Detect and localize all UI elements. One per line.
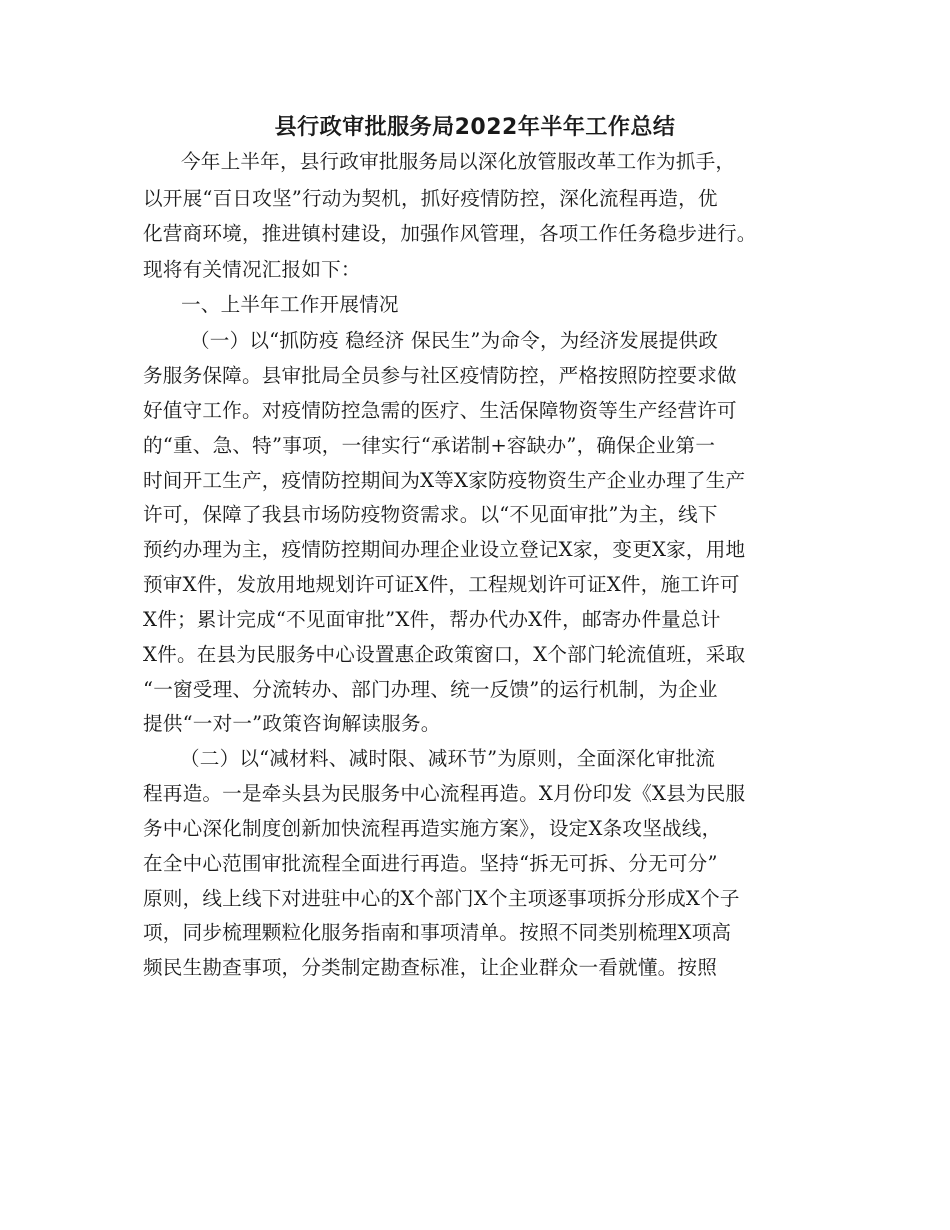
section-heading: 一、上半年工作开展情况 bbox=[181, 293, 399, 316]
paragraph-line: 化营商环境，推进镇村建设，加强作风管理，各项工作任务稳步进行。 bbox=[143, 222, 757, 245]
paragraph-line: 现将有关情况汇报如下： bbox=[143, 258, 361, 281]
paragraph-line: X件；累计完成“不见面审批”X件，帮办代办X件，邮寄办件量总计 bbox=[143, 608, 721, 631]
paragraph-line: 原则，线上线下对进驻中心的X个部门X个主项逐事项拆分形成X个子 bbox=[143, 887, 740, 910]
paragraph-line: 时间开工生产，疫情防控期间为X等X家防疫物资生产企业办理了生产 bbox=[143, 469, 746, 492]
paragraph-line: X件。在县为民服务中心设置惠企政策窗口，X个部门轮流值班，采取 bbox=[143, 643, 746, 666]
paragraph-line: （二）以“减材料、减时限、减环节”为原则，全面深化审批流 bbox=[180, 747, 716, 770]
paragraph-line: 务服务保障。县审批局全员参与社区疫情防控，严格按照防控要求做 bbox=[143, 364, 737, 387]
paragraph-line: 务中心深化制度创新加快流程再造实施方案》，设定X条攻坚战线， bbox=[143, 817, 722, 840]
paragraph-line: 预约办理为主，疫情防控期间办理企业设立登记X家，变更X家，用地 bbox=[143, 538, 746, 561]
paragraph-line: 好值守工作。对疫情防控急需的医疗、生活保障物资等生产经营许可 bbox=[143, 399, 737, 422]
paragraph-line: （一）以“抓防疫 稳经济 保民生”为命令，为经济发展提供政 bbox=[190, 329, 719, 352]
paragraph-line: “一窗受理、分流转办、部门办理、统一反馈”的运行机制，为企业 bbox=[143, 678, 718, 701]
document-title: 县行政审批服务局2022年半年工作总结 bbox=[274, 115, 676, 140]
paragraph-line: 提供“一对一”政策咨询解读服务。 bbox=[143, 712, 441, 735]
paragraph-line: 频民生勘查事项，分类制定勘查标准，让企业群众一看就懂。按照 bbox=[143, 956, 718, 979]
paragraph-line: 程再造。一是牵头县为民服务中心流程再造。X月份印发《X县为民服 bbox=[143, 782, 746, 805]
paragraph-line: 今年上半年，县行政审批服务局以深化放管服改革工作为抓手， bbox=[181, 150, 736, 173]
paragraph-line: 许可，保障了我县市场防疫物资需求。以“不见面审批”为主，线下 bbox=[143, 503, 718, 526]
paragraph-line: 预审X件，发放用地规划许可证X件，工程规划许可证X件，施工许可 bbox=[143, 573, 740, 596]
paragraph-line: 项，同步梳理颗粒化服务指南和事项清单。按照不同类别梳理X项高 bbox=[143, 921, 732, 944]
paragraph-line: 在全中心范围审批流程全面进行再造。坚持“拆无可拆、分无可分” bbox=[143, 852, 718, 875]
paragraph-line: 的“重、急、特”事项，一律实行“承诺制+容缺办”，确保企业第一 bbox=[143, 434, 716, 457]
paragraph-line: 以开展“百日攻坚”行动为契机，抓好疫情防控，深化流程再造，优 bbox=[143, 187, 718, 210]
